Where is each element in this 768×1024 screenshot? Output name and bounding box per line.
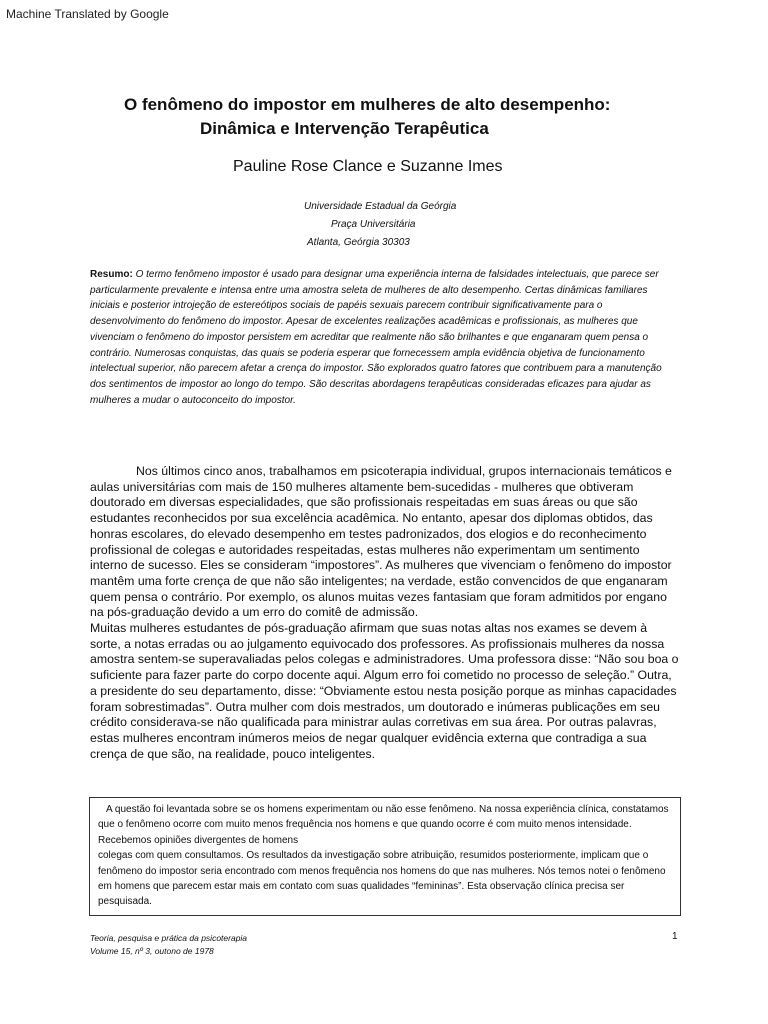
footnote-paragraph-1: A questão foi levantada sobre se os homens experimentam ou não esse fenômeno. Na nossa experiência clínica, constatamos que o fenômeno ocorre com muito menos frequência nos homens e que quando ocorre é com muito menos intensidade. Recebemos opiniões divergentes de homens (98, 804, 669, 846)
title-line-2: Dinâmica e Intervenção Terapêutica (200, 119, 489, 138)
body-text (90, 464, 680, 762)
authors: Pauline Rose Clance e Suzanne Imes (233, 158, 503, 175)
footnote-box (89, 797, 681, 916)
page-title (124, 93, 724, 141)
machine-translation-banner: Machine Translated by Google (6, 7, 169, 21)
page-number: 1 (672, 931, 678, 942)
body-paragraph-2: Muitas mulheres estudantes de pós-graduação afirmam que suas notas altas nos exames se devem à sorte, a notas erradas ou ao julgamento equivocado dos professores. As profissionais mulheres da nossa amostra sentem-se superavaliadas pelos colegas e administradores. Uma professora disse: “Não sou boa o suficiente para fazer parte do corpo docente aqui. Algum erro foi cometido no processo de seleção.” Outra, a presidente do seu departamento, disse: “Obviamente estou nesta posição porque as minhas capacidades foram sobrestimadas”. Outra mulher com dois mestrados, um doutorado e inúmeras publicações em seu crédito considerava-se não qualificada para ministrar aulas corretivas em sua área. Por outras palavras, estas mulheres encontram inúmeros meios de negar qualquer evidência externa que contradiga a sua crença de que são, na realidade, pouco inteligentes. (90, 621, 679, 761)
journal-name: Teoria, pesquisa e prática da psicoterapia (90, 933, 248, 943)
footnote-paragraph-2: colegas com quem consultamos. Os resultados da investigação sobre atribuição, resumidos posteriormente, implicam que o fenômeno do impostor seria encontrado com menos frequência nos homens do que nas mulheres. Nós temos notei o fenômeno em homens que parecem estar mais em contato com suas qualidades “femininas”. Esta observação clínica precisa ser pesquisada. (98, 850, 666, 908)
abstract-label: Resumo: (90, 269, 133, 280)
body-paragraph-1: Nos últimos cinco anos, trabalhamos em psicoterapia individual, grupos internacionais temáticos e aulas universitárias com mais de 150 mulheres altamente bem-sucedidas - mulheres que obtiveram doutorado em diversas especialidades, que são profissionais respeitadas em suas áreas ou que são estudantes reconhecidos por sua excelência acadêmica. No entanto, apesar dos diplomas obtidos, das honras escolares, do elevado desempenho em testes padronizados, dos elogios e do reconhecimento profissional de colegas e autoridades respeitadas, estas mulheres não experimentam um sentimento interno de sucesso. Eles se consideram “impostores”. As mulheres que vivenciam o fenômeno do impostor mantêm uma forte crença de que não são inteligentes; na verdade, estão convencidos de que enganaram quem pensa o contrário. Por exemplo, os alunos muitas vezes fantasiam que foram admitidos por engano na pós-graduação devido a um erro do comitê de admissão. (90, 464, 672, 620)
abstract-text: O termo fenômeno impostor é usado para designar uma experiência interna de falsidades intelectuais, que parece ser particularmente prevalente e intensa entre uma amostra seleta de mulheres de alto desempenho. Certas dinâmicas familiares iniciais e posterior introjeção de estereótipos sociais de papéis sexuais parecem contribuir significativamente para o desenvolvimento do fenômeno do impostor. Apesar de excelentes realizações acadêmicas e profissionais, as mulheres que vivenciam o fenômeno do impostor persistem em acreditar que realmente não são brilhantes e que enganaram quem pensa o contrário. Numerosas conquistas, das quais se poderia esperar que fornecessem ampla evidência objetiva de funcionamento intelectual superior, não parecem afetar a crença do impostor. São explorados quatro fatores que contribuem para a manutenção dos sentimentos de impostor ao longo do tempo. São descritas abordagens terapêuticas consideradas eficazes para ajudar as mulheres a mudar o autoconceito do impostor. (90, 269, 662, 406)
affiliation-university: Universidade Estadual da Geórgia (304, 201, 457, 212)
abstract (90, 267, 676, 408)
journal-volume: Volume 15, nº 3, outono de 1978 (90, 946, 214, 956)
journal-citation (90, 932, 247, 958)
affiliation-city: Atlanta, Geórgia 30303 (307, 237, 410, 248)
title-line-1: O fenômeno do impostor em mulheres de alto desempenho: (124, 95, 611, 114)
affiliation (304, 198, 456, 252)
affiliation-street: Praça Universitária (331, 219, 416, 230)
